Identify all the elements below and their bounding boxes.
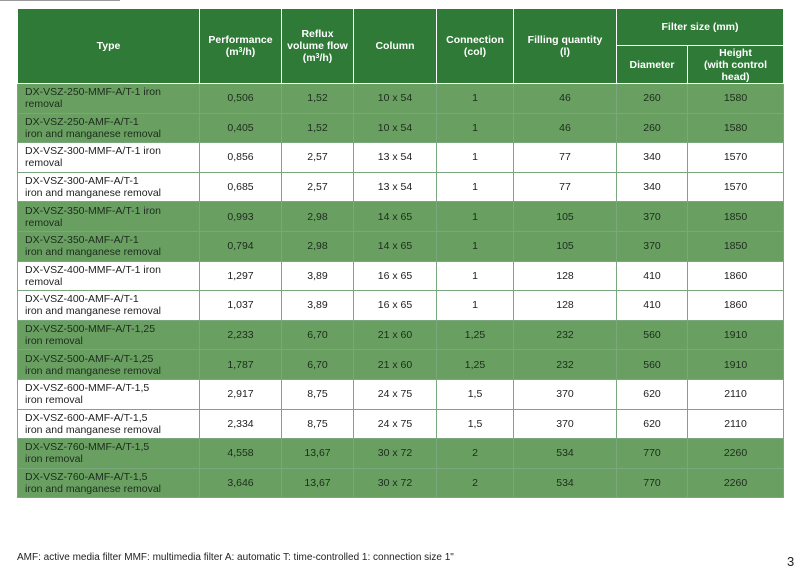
- cell-performance: 2,917: [200, 379, 282, 409]
- cell-diameter: 370: [617, 202, 688, 232]
- top-rule: [0, 0, 120, 7]
- type-model: DX-VSZ-350-AMF-A/T-1: [25, 234, 139, 247]
- cell-type: [18, 143, 200, 173]
- header-column: Column: [354, 9, 437, 84]
- cell-height: 2260: [688, 439, 784, 469]
- cell-reflux: 8,75: [282, 379, 354, 409]
- table-row: [18, 202, 784, 232]
- header-reflux: Reflux volume flow $(m^3/h)$: [282, 9, 354, 84]
- cell-diameter: 340: [617, 143, 688, 173]
- cell-height: 1850: [688, 231, 784, 261]
- cell-column: 13 x 54: [354, 143, 437, 173]
- cell-type: [18, 291, 200, 321]
- table-row: [18, 231, 784, 261]
- cell-diameter: 560: [617, 350, 688, 380]
- cell-diameter: 770: [617, 468, 688, 498]
- cell-filling: 46: [514, 113, 617, 143]
- cell-filling: 128: [514, 261, 617, 291]
- table-row: [18, 84, 784, 114]
- type-model: DX-VSZ-400-AMF-A/T-1: [25, 293, 139, 306]
- cell-reflux: 2,57: [282, 172, 354, 202]
- table-row: [18, 113, 784, 143]
- cell-type: [18, 379, 200, 409]
- cell-filling: 534: [514, 439, 617, 469]
- cell-filling: 77: [514, 172, 617, 202]
- cell-diameter: 340: [617, 172, 688, 202]
- cell-filling: 232: [514, 320, 617, 350]
- header-filling: Filling quantity (l): [514, 9, 617, 84]
- cell-column: 30 x 72: [354, 439, 437, 469]
- cell-diameter: 410: [617, 261, 688, 291]
- type-description: iron and manganese removal: [25, 127, 161, 140]
- type-description: iron and manganese removal: [25, 305, 161, 318]
- cell-height: 2260: [688, 468, 784, 498]
- cell-type: [18, 468, 200, 498]
- cell-connection: 1,25: [437, 320, 514, 350]
- cell-column: 21 x 60: [354, 320, 437, 350]
- cell-filling: 105: [514, 202, 617, 232]
- table-row: [18, 350, 784, 380]
- cell-height: 1910: [688, 350, 784, 380]
- type-model: DX-VSZ-500-MMF-A/T-1,25: [25, 323, 156, 336]
- cell-performance: 2,334: [200, 409, 282, 439]
- cell-connection: 1: [437, 172, 514, 202]
- cell-performance: 0,506: [200, 84, 282, 114]
- cell-column: 16 x 65: [354, 261, 437, 291]
- cell-reflux: 1,52: [282, 113, 354, 143]
- cell-column: 14 x 65: [354, 202, 437, 232]
- table-row: [18, 379, 784, 409]
- type-model: DX-VSZ-300-AMF-A/T-1: [25, 175, 139, 188]
- type-model: DX-VSZ-300-MMF-A/T-1 iron removal: [25, 145, 161, 170]
- type-description: iron removal: [25, 453, 83, 466]
- cell-type: [18, 350, 200, 380]
- cell-height: 1910: [688, 320, 784, 350]
- specification-table: [17, 8, 784, 498]
- header-height: Height (with control head): [688, 46, 784, 84]
- cell-height: 1850: [688, 202, 784, 232]
- cell-type: [18, 231, 200, 261]
- cell-column: 10 x 54: [354, 84, 437, 114]
- type-description: iron and manganese removal: [25, 483, 161, 496]
- cell-reflux: 13,67: [282, 439, 354, 469]
- cell-reflux: 3,89: [282, 291, 354, 321]
- cell-diameter: 620: [617, 409, 688, 439]
- cell-connection: 1: [437, 143, 514, 173]
- type-description: iron and manganese removal: [25, 423, 161, 436]
- cell-connection: 1: [437, 202, 514, 232]
- cell-height: 1580: [688, 84, 784, 114]
- cell-type: [18, 409, 200, 439]
- cell-reflux: 1,52: [282, 84, 354, 114]
- cell-column: 24 x 75: [354, 409, 437, 439]
- type-model: DX-VSZ-760-AMF-A/T-1,5: [25, 471, 148, 484]
- type-model: DX-VSZ-600-MMF-A/T-1,5: [25, 382, 150, 395]
- cell-performance: 0,405: [200, 113, 282, 143]
- cell-diameter: 620: [617, 379, 688, 409]
- cell-reflux: 6,70: [282, 320, 354, 350]
- cell-performance: 0,856: [200, 143, 282, 173]
- cell-filling: 128: [514, 291, 617, 321]
- cell-performance: 1,297: [200, 261, 282, 291]
- header-connection: Connection (col): [437, 9, 514, 84]
- cell-column: 16 x 65: [354, 291, 437, 321]
- cell-height: 1570: [688, 172, 784, 202]
- page-number: 3: [787, 554, 795, 569]
- cell-connection: 1,5: [437, 379, 514, 409]
- cell-connection: 1: [437, 231, 514, 261]
- table-row: [18, 172, 784, 202]
- cell-performance: 1,787: [200, 350, 282, 380]
- cell-type: [18, 202, 200, 232]
- cell-diameter: 260: [617, 113, 688, 143]
- type-description: iron and manganese removal: [25, 364, 161, 377]
- cell-performance: 3,646: [200, 468, 282, 498]
- cell-type: [18, 261, 200, 291]
- cell-connection: 1: [437, 261, 514, 291]
- type-model: DX-VSZ-600-AMF-A/T-1,5: [25, 411, 148, 424]
- cell-height: 2110: [688, 379, 784, 409]
- cell-type: [18, 320, 200, 350]
- header-type: Type: [18, 9, 200, 84]
- cell-reflux: 2,98: [282, 231, 354, 261]
- header-filter-size: Filter size (mm): [617, 9, 784, 46]
- type-description: iron and manganese removal: [25, 187, 161, 200]
- cell-height: 1860: [688, 261, 784, 291]
- cell-reflux: 2,98: [282, 202, 354, 232]
- legend: AMF: active media filter MMF: multimedia filter A: automatic T: time-controlled 1: connection size 1": [17, 552, 454, 563]
- cell-height: 1860: [688, 291, 784, 321]
- cell-column: 13 x 54: [354, 172, 437, 202]
- cell-reflux: 8,75: [282, 409, 354, 439]
- cell-column: 30 x 72: [354, 468, 437, 498]
- cell-diameter: 260: [617, 84, 688, 114]
- cell-reflux: 2,57: [282, 143, 354, 173]
- cell-filling: 105: [514, 231, 617, 261]
- type-description: iron removal: [25, 335, 83, 348]
- cell-connection: 2: [437, 468, 514, 498]
- type-model: DX-VSZ-500-AMF-A/T-1,25: [25, 352, 154, 365]
- cell-column: 21 x 60: [354, 350, 437, 380]
- type-model: DX-VSZ-250-AMF-A/T-1: [25, 115, 139, 128]
- cell-type: [18, 439, 200, 469]
- cell-performance: 2,233: [200, 320, 282, 350]
- cell-filling: 370: [514, 379, 617, 409]
- table-row: [18, 320, 784, 350]
- cell-diameter: 410: [617, 291, 688, 321]
- type-model: DX-VSZ-760-MMF-A/T-1,5: [25, 441, 150, 454]
- cell-connection: 1,25: [437, 350, 514, 380]
- table-row: [18, 291, 784, 321]
- cell-column: 24 x 75: [354, 379, 437, 409]
- cell-filling: 77: [514, 143, 617, 173]
- cell-type: [18, 84, 200, 114]
- cell-diameter: 560: [617, 320, 688, 350]
- type-model: DX-VSZ-400-MMF-A/T-1 iron removal: [25, 263, 161, 288]
- cell-connection: 1: [437, 84, 514, 114]
- cell-type: [18, 113, 200, 143]
- cell-filling: 370: [514, 409, 617, 439]
- cell-diameter: 370: [617, 231, 688, 261]
- header-diameter: Diameter: [617, 46, 688, 84]
- table-row: [18, 261, 784, 291]
- cell-column: 10 x 54: [354, 113, 437, 143]
- table-row: [18, 439, 784, 469]
- cell-column: 14 x 65: [354, 231, 437, 261]
- header-performance: Performance $(m^3/h)$: [200, 9, 282, 84]
- type-model: DX-VSZ-350-MMF-A/T-1 iron removal: [25, 204, 161, 229]
- cell-diameter: 770: [617, 439, 688, 469]
- cell-performance: 0,993: [200, 202, 282, 232]
- cell-connection: 1: [437, 113, 514, 143]
- cell-reflux: 6,70: [282, 350, 354, 380]
- cell-height: 2110: [688, 409, 784, 439]
- cell-connection: 1: [437, 291, 514, 321]
- cell-performance: 0,794: [200, 231, 282, 261]
- type-description: iron removal: [25, 394, 83, 407]
- cell-connection: 1,5: [437, 409, 514, 439]
- cell-performance: 4,558: [200, 439, 282, 469]
- cell-filling: 534: [514, 468, 617, 498]
- table-body: [18, 84, 784, 498]
- cell-height: 1570: [688, 143, 784, 173]
- cell-connection: 2: [437, 439, 514, 469]
- cell-performance: 1,037: [200, 291, 282, 321]
- table-row: [18, 143, 784, 173]
- cell-filling: 46: [514, 84, 617, 114]
- cell-reflux: 13,67: [282, 468, 354, 498]
- cell-filling: 232: [514, 350, 617, 380]
- type-model: DX-VSZ-250-MMF-A/T-1 iron removal: [25, 86, 161, 111]
- table-row: [18, 468, 784, 498]
- cell-height: 1580: [688, 113, 784, 143]
- cell-reflux: 3,89: [282, 261, 354, 291]
- table-row: [18, 409, 784, 439]
- type-description: iron and manganese removal: [25, 246, 161, 259]
- cell-performance: 0,685: [200, 172, 282, 202]
- cell-type: [18, 172, 200, 202]
